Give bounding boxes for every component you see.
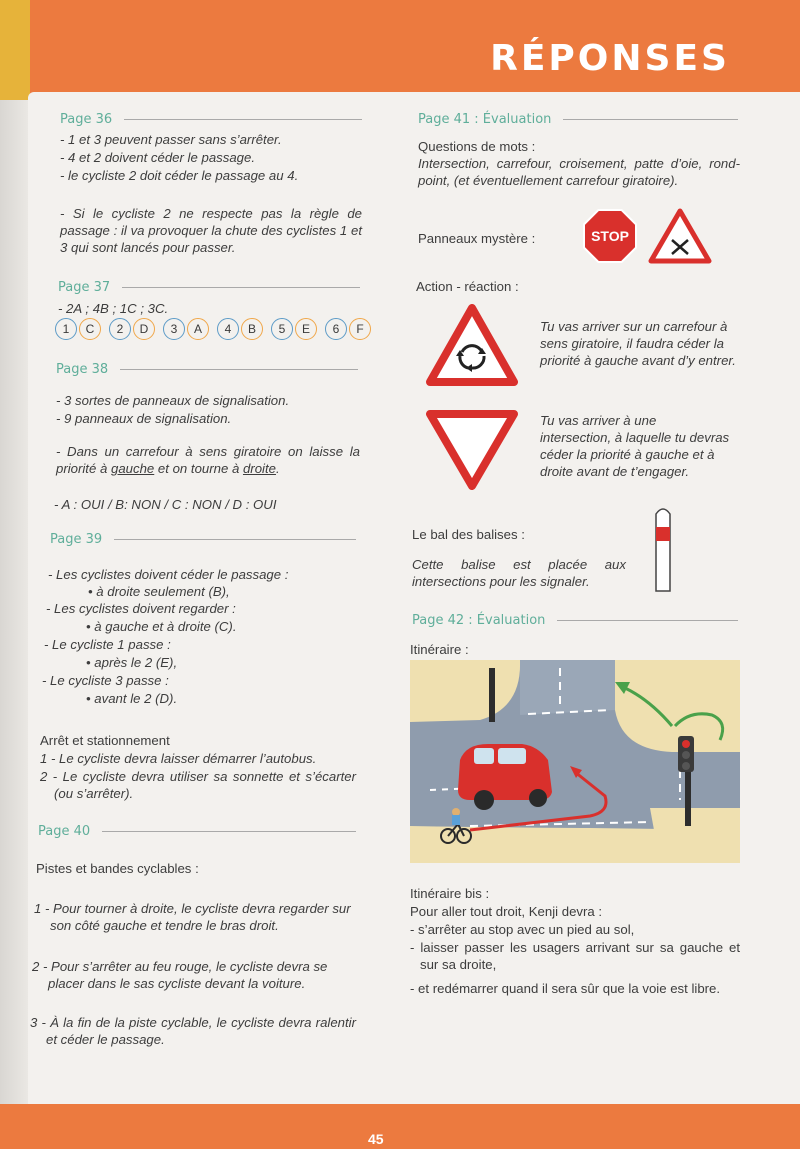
letter-circle: A	[187, 318, 209, 340]
heading-text: Page 41 : Évaluation	[418, 112, 552, 127]
p39-line-8: • avant le 2 (D).	[86, 691, 178, 706]
p39-line-7: - Le cycliste 3 passe :	[42, 673, 169, 688]
number-circle: 4	[217, 318, 239, 340]
section-heading-page-37	[58, 280, 360, 295]
p41-action-label: Action - réaction :	[416, 279, 519, 294]
p39-line-6: • après le 2 (E),	[86, 655, 178, 670]
itinerary-illustration	[410, 660, 740, 863]
p39-line-9: 1 - Le cycliste devra laisser démarrer l’autobus.	[40, 751, 317, 766]
section-heading-page-40	[38, 824, 356, 839]
answer-pair	[217, 318, 263, 340]
heading-text: Page 40	[38, 824, 91, 839]
answer-circles	[55, 318, 371, 340]
heading-text: Page 36	[60, 112, 113, 127]
p36-line-1: - 1 et 3 peuvent passer sans s’arrêter.	[60, 132, 282, 147]
p38-para-b: et on tourne à	[154, 461, 243, 476]
heading-rule	[563, 119, 738, 120]
p39-line-5: - Le cycliste 1 passe :	[44, 637, 171, 652]
p39-line-1: - Les cyclistes doivent céder le passage :	[48, 567, 289, 582]
intersection-marker-post-icon	[650, 502, 676, 594]
roundabout-sign-icon	[426, 304, 518, 386]
p41-action-2: Tu vas arriver à une intersection, à laquelle tu devras céder la priorité à gauche et à droite avant de t’engager.	[540, 413, 730, 479]
p41-balises-title: Le bal des balises :	[412, 527, 525, 542]
p39-subheading: Arrêt et stationnement	[40, 733, 170, 748]
p42-bis-intro: Pour aller tout droit, Kenji devra :	[410, 904, 603, 919]
letter-circle: D	[133, 318, 155, 340]
p41-balises-text: Cette balise est placée aux intersections pour les signaler.	[412, 557, 626, 589]
number-circle: 3	[163, 318, 185, 340]
number-circle: 6	[325, 318, 347, 340]
p39-line-3: - Les cyclistes doivent regarder :	[46, 601, 236, 616]
p38-para-droite: droite	[242, 461, 276, 476]
p38-para-a: - Dans un carrefour à sens giratoire on laisse la priorité à	[56, 444, 360, 476]
heading-rule	[120, 369, 358, 370]
section-heading-page-39	[50, 532, 356, 547]
heading-rule	[124, 119, 362, 120]
p42-itineraire-label: Itinéraire :	[410, 642, 469, 657]
heading-text: Page 42 : Évaluation	[412, 613, 546, 628]
p39-line-4: • à gauche et à droite (C).	[86, 619, 237, 634]
p38-para-gauche: gauche	[110, 461, 155, 476]
p41-questions-text: Intersection, carrefour, croisement, patte d’oie, rond-point, (et éventuellement carrefour giratoire).	[418, 156, 740, 188]
section-heading-page-41	[418, 112, 738, 127]
heading-rule	[102, 831, 356, 832]
section-heading-page-42	[412, 613, 738, 628]
p42-bis-title: Itinéraire bis :	[410, 886, 490, 901]
section-heading-page-38	[56, 362, 358, 377]
p39-line-2: • à droite seulement (B),	[88, 584, 230, 599]
p42-bis-line-3: - et redémarrer quand il sera sûr que la voie est libre.	[410, 981, 721, 996]
p38-line-3: - A : OUI / B: NON / C : NON / D : OUI	[54, 497, 277, 512]
number-circle: 5	[271, 318, 293, 340]
heading-text: Page 38	[56, 362, 109, 377]
stop-sign-icon	[582, 208, 638, 264]
p40-item-1: 1 - Pour tourner à droite, le cycliste devra regarder sur son côté gauche et tendre le bras droit.	[34, 901, 351, 933]
letter-circle: C	[79, 318, 101, 340]
yield-sign-icon	[426, 410, 518, 490]
crossroads-warning-sign-icon	[648, 208, 712, 264]
p36-line-3: - le cycliste 2 doit céder le passage au 4.	[60, 168, 299, 183]
p40-subheading: Pistes et bandes cyclables :	[36, 861, 199, 876]
p42-bis-line-2: - laisser passer les usagers arrivant sur sa gauche et sur sa droite,	[410, 940, 740, 972]
heading-text: Page 39	[50, 532, 103, 547]
answer-pair	[55, 318, 101, 340]
heading-rule	[122, 287, 360, 288]
number-circle: 1	[55, 318, 77, 340]
book-spine	[0, 100, 30, 1110]
p36-line-2: - 4 et 2 doivent céder le passage.	[60, 150, 256, 165]
p38-line-2: - 9 panneaux de signalisation.	[56, 411, 232, 426]
section-heading-page-36	[60, 112, 362, 127]
letter-circle: E	[295, 318, 317, 340]
p36-paragraph: - Si le cycliste 2 ne respecte pas la règle de passage : il va provoquer la chute des cyclistes 1 et 3 qui sont lancés pour passer.	[60, 206, 362, 255]
letter-circle: B	[241, 318, 263, 340]
answer-pair	[325, 318, 371, 340]
p39-line-10: 2 - Le cycliste devra utiliser sa sonnette et s’écarter (ou s’arrêter).	[40, 769, 356, 801]
p41-mystery-label: Panneaux mystère :	[418, 231, 536, 246]
page-title: RÉPONSES	[490, 38, 730, 79]
p42-bis-line-1: - s’arrêter au stop avec un pied au sol,	[410, 922, 635, 937]
footer-band	[0, 1104, 800, 1149]
header-tint	[0, 0, 30, 100]
number-circle: 2	[109, 318, 131, 340]
p40-item-2: 2 - Pour s’arrêter au feu rouge, le cycliste devra se placer dans le sas cycliste devant la voiture.	[32, 959, 328, 991]
answer-pair	[163, 318, 209, 340]
p37-line-1: - 2A ; 4B ; 1C ; 3C.	[58, 301, 169, 316]
p38-paragraph	[56, 443, 360, 477]
p38-line-1: - 3 sortes de panneaux de signalisation.	[56, 393, 290, 408]
answer-pair	[271, 318, 317, 340]
p41-action-1: Tu vas arriver sur un carrefour à sens giratoire, il faudra céder la priorité à gauche avant d’y entrer.	[540, 319, 736, 368]
p38-para-c: .	[275, 461, 280, 476]
p41-questions-title: Questions de mots :	[418, 139, 536, 154]
p40-item-3: 3 - À la fin de la piste cyclable, le cycliste devra ralentir et céder le passage.	[30, 1015, 356, 1047]
page-number: 45	[368, 1131, 384, 1147]
heading-rule	[114, 539, 356, 540]
stop-sign-label: STOP	[591, 228, 629, 244]
answer-pair	[109, 318, 155, 340]
heading-rule	[557, 620, 738, 621]
letter-circle: F	[349, 318, 371, 340]
heading-text: Page 37	[58, 280, 111, 295]
